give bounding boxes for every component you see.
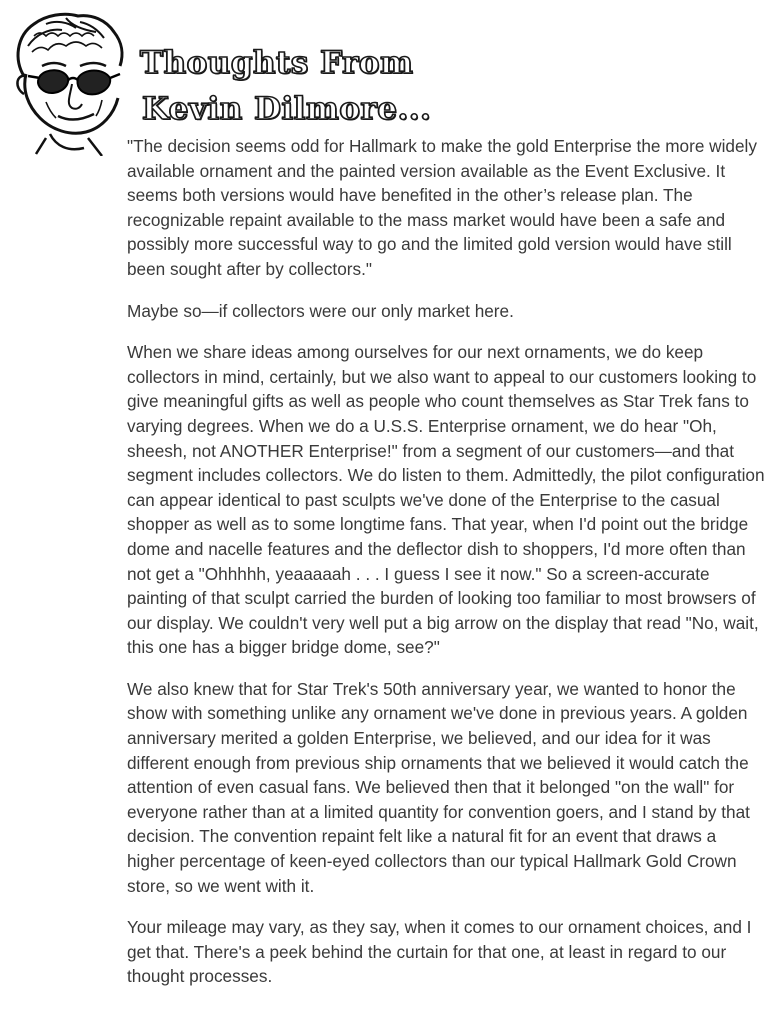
article-body [127, 134, 767, 1006]
paragraph: Maybe so—if collectors were our only market here. [127, 300, 514, 321]
paragraph: Your mileage may vary, as they say, when it comes to our ornament choices, and I get that. There's a peek behind the curtain for that one, at least in regard to our thought processes. [127, 917, 752, 987]
paragraph: We also knew that for Star Trek's 50th anniversary year, we wanted to honor the show with something unlike any ornament we've done in previous years. A golden anniversary merited a golden Enterprise, we believed, and our idea for it was different enough from previous ship ornaments that we believed it would catch the attention of even casual fans. We believed then that it belonged "on the wall" for everyone rather than at a limited quantity for convention goers, and I stand by that decision. The convention repaint felt like a natural fit for an event that draws a higher percentage of keen-eyed collectors than our typical Hallmark Gold Crown store, so we went with it. [127, 678, 750, 896]
page-title [140, 40, 460, 132]
portrait-sketch [6, 6, 128, 156]
paragraph: "The decision seems odd for Hallmark to make the gold Enterprise the more widely available ornament and the painted version available as the Event Exclusive. It seems both versions would have benefited in the other’s release plan. The recognizable repaint available to the mass market would have been a safe and possibly more successful way to go and the limited gold version would have still been sought after by collectors." [127, 136, 757, 279]
author-portrait [6, 6, 128, 156]
title-line-2: Kevin Dilmore... [142, 91, 432, 127]
title-line-1: Thoughts From [140, 45, 414, 81]
paragraph: When we share ideas among ourselves for our next ornaments, we do keep collectors in mind, certainly, but we also want to appeal to our customers looking to give meaningful gifts as well as people who count themselves as Star Trek fans to varying degrees. When we do a U.S.S. Enterprise ornament, we do hear "Oh, sheesh, not ANOTHER Enterprise!" from a segment of our customers—and that segment includes collectors. We do listen to them. Admittedly, the pilot configuration can appear identical to past sculpts we've done of the Enterprise to the casual shopper as well as to some longtime fans. That year, when I'd point out the bridge dome and nacelle features and the deflector dish to shoppers, I'd more often than not get a "Ohhhhh, yeaaaaah . . . I guess I see it now." So a screen-accurate painting of that sculpt carried the burden of looking too familiar to most browsers of our display. We couldn't very well put a big arrow on the display that read "No, wait, this one has a bigger bridge dome, see?" [127, 342, 765, 658]
